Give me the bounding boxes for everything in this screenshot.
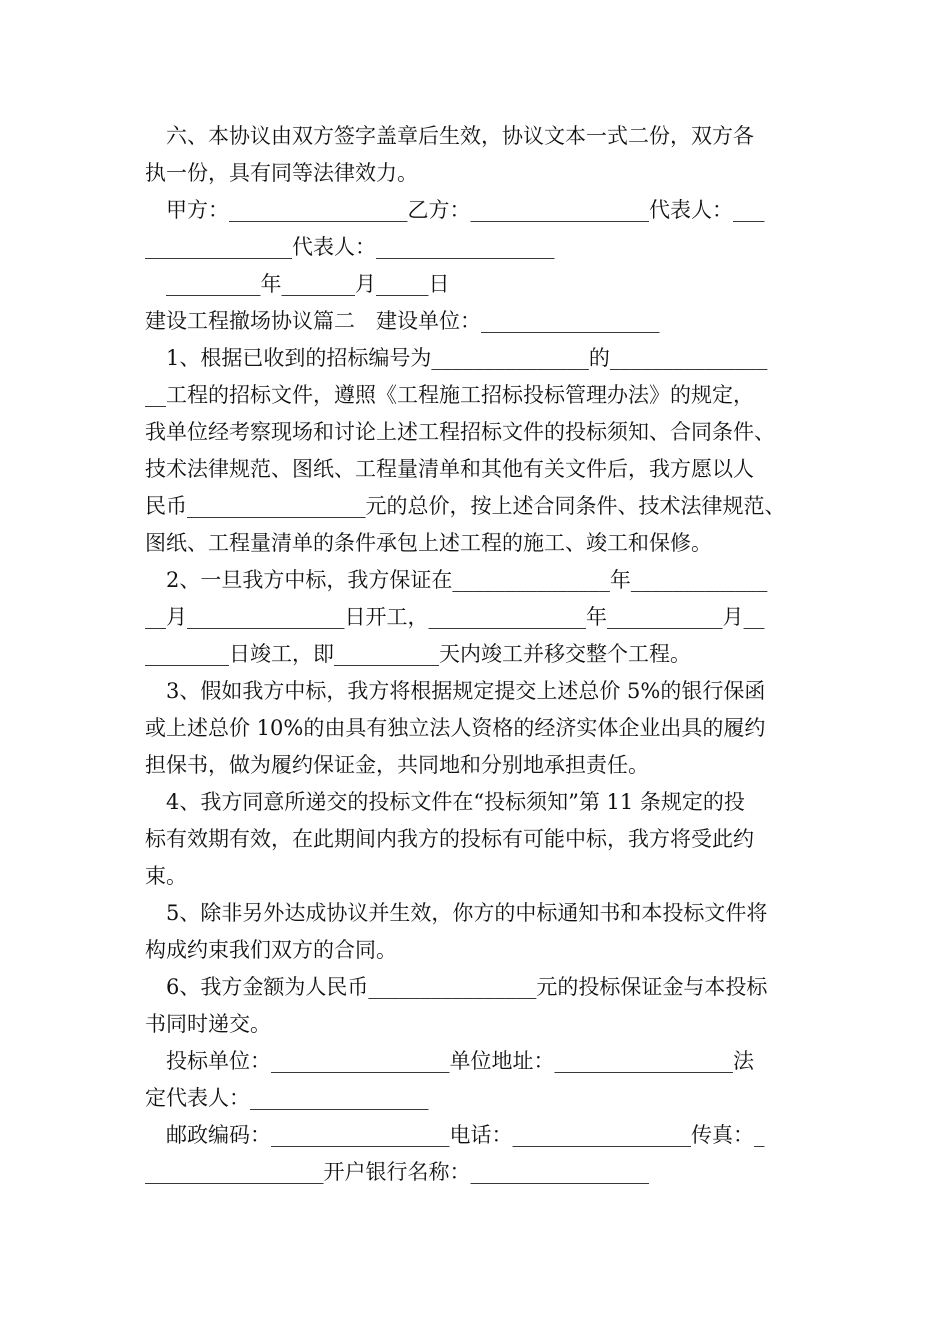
text-line: 2、一旦我方中标，我方保证在_______________年_____________ xyxy=(145,568,768,592)
text-line: 甲方：_________________乙方：_________________代表人：___ xyxy=(145,198,765,222)
text-line: 我单位经考察现场和讨论上述工程招标文件的投标须知、合同条件、 xyxy=(145,420,775,444)
text-line: __工程的招标文件，遵照《工程施工招标投标管理办法》的规定， xyxy=(145,383,754,407)
text-line: ________日竣工，即__________天内竣工并移交整个工程。 xyxy=(145,642,691,666)
text-line: 书同时递交。 xyxy=(145,1012,271,1036)
text-line: 1、根据已收到的招标编号为_______________的_______________ xyxy=(145,346,768,370)
text-line: 标有效期有效，在此期间内我方的投标有可能中标，我方将受此约 xyxy=(145,827,754,851)
text-line: 4、我方同意所递交的投标文件在“投标须知”第 11 条规定的投 xyxy=(145,790,745,814)
text-line: 5、除非另外达成协议并生效，你方的中标通知书和本投标文件将 xyxy=(145,901,768,925)
text-line: _________年_______月_____日 xyxy=(145,272,450,296)
text-line: __月_______________日开工，_______________年___________月__ xyxy=(145,605,765,629)
text-line: 邮政编码：_________________电话：_________________传真：_ xyxy=(145,1123,765,1147)
text-line: ______________代表人：_________________ xyxy=(145,235,555,259)
section-heading: 建设工程撤场协议篇二 建设单位：_________________ xyxy=(145,309,660,333)
text-line: 构成约束我们双方的合同。 xyxy=(145,938,397,962)
text-line: 定代表人：_________________ xyxy=(145,1086,429,1110)
text-line: 投标单位：_________________单位地址：_________________法 xyxy=(145,1049,754,1073)
text-line: 民币_________________元的总价，按上述合同条件、技术法律规范、 xyxy=(145,494,786,518)
text-line: 束。 xyxy=(145,864,187,888)
text-line: 或上述总价 10%的由具有独立法人资格的经济实体企业出具的履约 xyxy=(145,716,766,740)
text-line: 3、假如我方中标，我方将根据规定提交上述总价 5%的银行保函 xyxy=(145,679,766,703)
document-body xyxy=(145,118,825,1191)
text-line: 担保书，做为履约保证金，共同地和分别地承担责任。 xyxy=(145,753,649,777)
text-line: 6、我方金额为人民币________________元的投标保证金与本投标 xyxy=(145,975,768,999)
text-line: 执一份，具有同等法律效力。 xyxy=(145,161,418,185)
text-line: 图纸、工程量清单的条件承包上述工程的施工、竣工和保修。 xyxy=(145,531,712,555)
text-line: 技术法律规范、图纸、工程量清单和其他有关文件后，我方愿以人 xyxy=(145,457,754,481)
text-line: 六、本协议由双方签字盖章后生效，协议文本一式二份，双方各 xyxy=(145,124,754,148)
text-line: _________________开户银行名称：_________________ xyxy=(145,1160,649,1184)
